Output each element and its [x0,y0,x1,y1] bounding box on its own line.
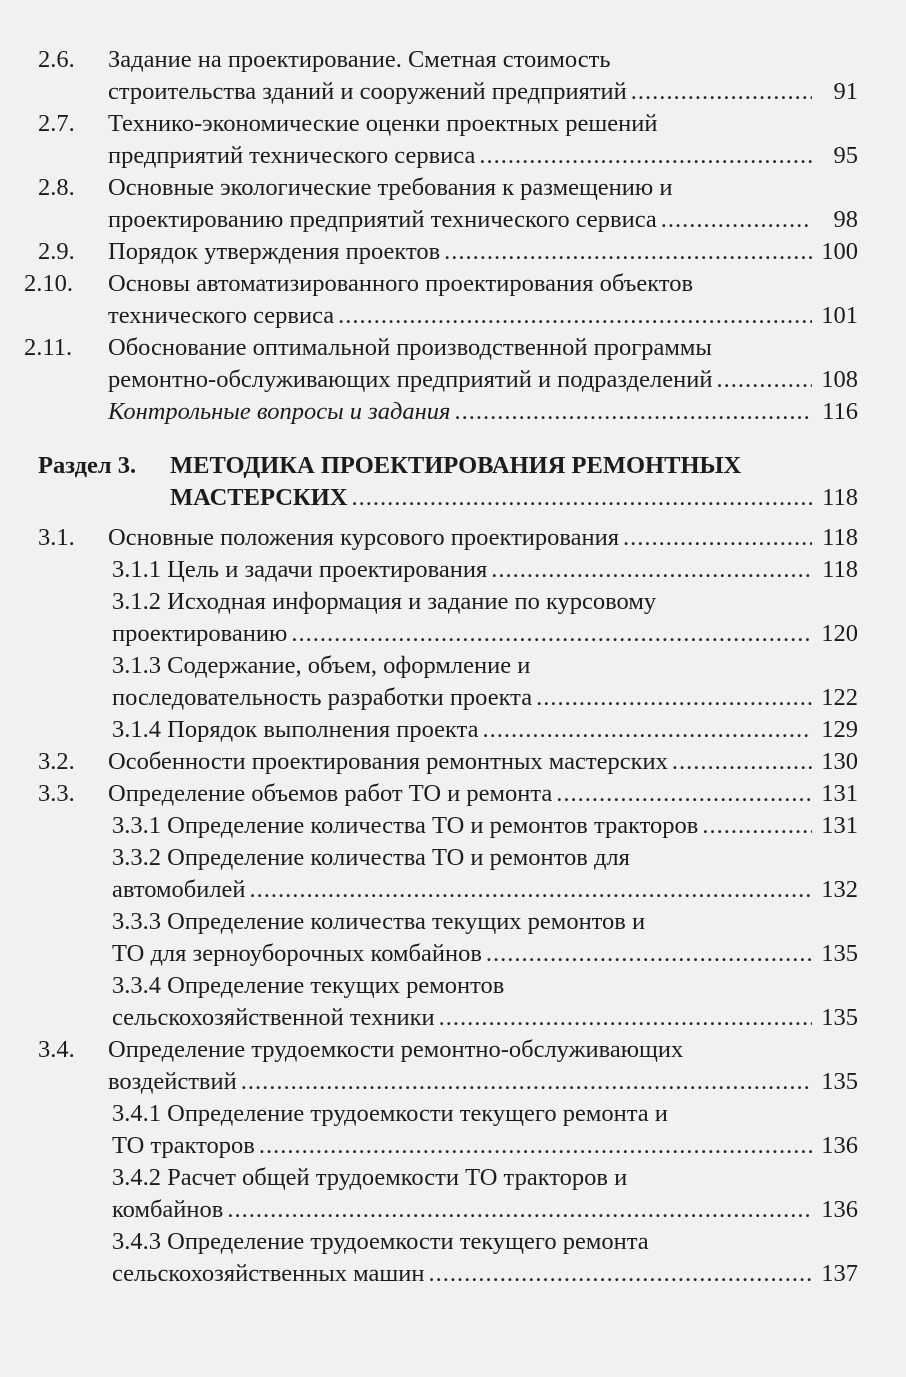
dot-leader [536,682,812,714]
entry-number: 3.1. [38,524,75,551]
entry-title: Порядок утверждения проектов [108,238,441,265]
toc-entry [0,268,906,332]
page-number: 135 [821,940,858,967]
entry-title: предприятий технического сервиса [108,142,476,169]
toc-entry [0,586,906,650]
dot-leader [291,618,812,650]
dot-leader [482,714,812,746]
entry-title: воздействий [108,1068,237,1095]
entry-title: Основные экологические требования к размещению и [108,174,673,201]
entry-title: комбайнов [112,1196,224,1223]
entry-title: Основы автоматизированного проектирования объектов [108,270,694,297]
entry-title: МЕТОДИКА ПРОЕКТИРОВАНИЯ РЕМОНТНЫХ [170,452,742,479]
entry-title: проектированию предприятий технического сервиса [108,206,657,233]
toc-entry [0,1098,906,1162]
page-number: 135 [821,1068,858,1095]
toc-entry [0,778,906,810]
page-number: 137 [821,1260,858,1287]
dot-leader [227,1194,812,1226]
entry-title: Технико-экономические оценки проектных решений [108,110,658,137]
toc-entry [0,554,906,586]
dot-leader [241,1066,812,1098]
entry-title: сельскохозяйственных машин [112,1260,425,1287]
toc-entry [0,842,906,906]
entry-title: строительства зданий и сооружений предприятий [108,78,627,105]
toc-entry [0,650,906,714]
toc-entry [0,44,906,108]
entry-title: МАСТЕРСКИХ [170,484,348,511]
entry-title: 3.4.2 Расчет общей трудоемкости ТО тракторов и [112,1164,628,1191]
dot-leader [444,236,812,268]
toc-entry [0,906,906,970]
dot-leader [439,1002,812,1034]
entry-number: 2.10. [24,270,73,297]
dot-leader [479,140,812,172]
page-number: 122 [821,684,858,711]
entry-title: 3.1.3 Содержание, объем, оформление и [112,652,531,679]
entry-number: 2.7. [38,110,75,137]
entry-number: 3.3. [38,780,75,807]
dot-leader [491,554,812,586]
toc-entry [0,714,906,746]
toc-entry [0,746,906,778]
entry-title: 3.4.3 Определение трудоемкости текущего ремонта [112,1228,649,1255]
page-number: 116 [822,398,858,425]
page-number: 100 [821,238,858,265]
page-number: 130 [821,748,858,775]
entry-title: 3.3.2 Определение количества ТО и ремонтов для [112,844,630,871]
toc-entry [0,396,906,428]
dot-leader [672,746,812,778]
page-number: 95 [833,142,858,169]
toc-entry [0,970,906,1034]
dot-leader [338,300,812,332]
entry-title: 3.4.1 Определение трудоемкости текущего ремонта и [112,1100,668,1127]
toc-entry [0,1034,906,1098]
page-number: 108 [821,366,858,393]
dot-leader [486,938,812,970]
toc-entry [0,1162,906,1226]
entry-title: автомобилей [112,876,246,903]
page-number: 135 [821,1004,858,1031]
toc-entry [0,172,906,236]
page-number: 131 [821,780,858,807]
page-number: 118 [822,484,858,511]
entry-number: 2.9. [38,238,75,265]
page-number: 91 [833,78,858,105]
entry-title: Определение объемов работ ТО и ремонта [108,780,553,807]
dot-leader [702,810,812,842]
toc-entry [0,236,906,268]
toc-entry [0,1226,906,1290]
page-number: 132 [821,876,858,903]
entry-title: 3.1.1 Цель и задачи проектирования [112,556,488,583]
dot-leader [631,76,812,108]
entry-title: 3.3.1 Определение количества ТО и ремонтов тракторов [112,812,699,839]
entry-title: Обоснование оптимальной производственной программы [108,334,712,361]
entry-title: 3.1.4 Порядок выполнения проекта [112,716,479,743]
entry-title: ремонтно-обслуживающих предприятий и подразделений [108,366,713,393]
dot-leader [259,1130,812,1162]
entry-title: проектированию [112,620,288,647]
dot-leader [556,778,812,810]
toc-entry [0,522,906,554]
entry-title: Задание на проектирование. Сметная стоимость [108,46,611,73]
dot-leader [454,396,812,428]
toc-entry [0,108,906,172]
entry-title: ТО тракторов [112,1132,255,1159]
dot-leader [661,204,812,236]
page-number: 118 [822,556,858,583]
page-number: 136 [821,1196,858,1223]
entry-title: ТО для зерноуборочных комбайнов [112,940,482,967]
dot-leader [351,482,812,514]
entry-number: 3.4. [38,1036,75,1063]
page-number: 136 [821,1132,858,1159]
entry-number: 2.11. [24,334,73,361]
entry-number: 2.6. [38,46,75,73]
entry-title: Определение трудоемкости ремонтно-обслуживающих [108,1036,684,1063]
entry-title: 3.3.3 Определение количества текущих ремонтов и [112,908,646,935]
entry-title: сельскохозяйственной техники [112,1004,435,1031]
page-number: 101 [821,302,858,329]
dot-leader [250,874,812,906]
entry-number: 3.2. [38,748,75,775]
toc-entry [0,810,906,842]
entry-title: 3.3.4 Определение текущих ремонтов [112,972,505,999]
entry-title: Особенности проектирования ремонтных мастерских [108,748,668,775]
entry-number: Раздел 3. [38,452,137,479]
entry-title: технического сервиса [108,302,335,329]
dot-leader [428,1258,812,1290]
dot-leader [716,364,812,396]
page-number: 131 [821,812,858,839]
toc-entry [0,332,906,396]
section-heading [0,450,906,514]
table-of-contents [0,44,906,1290]
page-number: 120 [821,620,858,647]
entry-number: 2.8. [38,174,75,201]
entry-title: Контрольные вопросы и задания [108,398,451,425]
page-number: 118 [822,524,858,551]
entry-title: 3.1.2 Исходная информация и задание по курсовому [112,588,657,615]
dot-leader [623,522,812,554]
page-number: 98 [833,206,858,233]
entry-title: последовательность разработки проекта [112,684,533,711]
page-number: 129 [821,716,858,743]
entry-title: Основные положения курсового проектирования [108,524,620,551]
